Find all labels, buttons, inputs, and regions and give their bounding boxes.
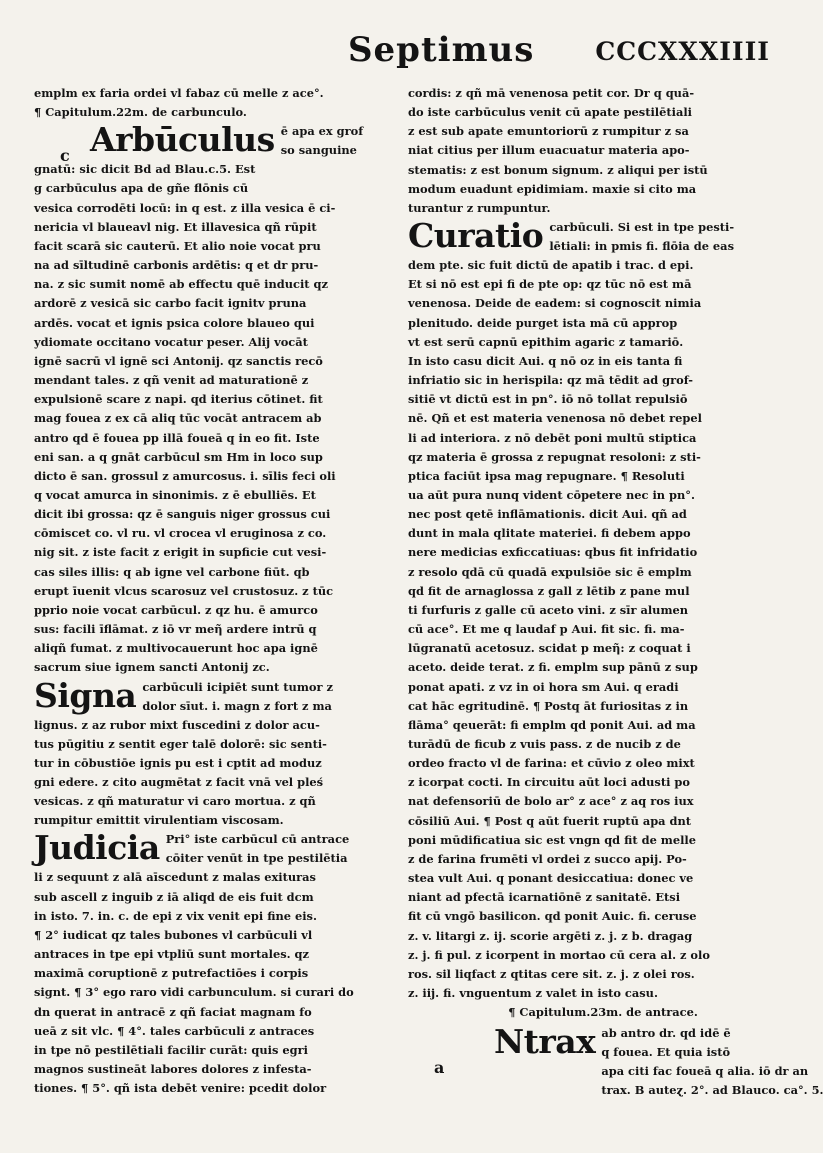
text-line: rumpitur emittit virulentiam viscosam. bbox=[34, 813, 284, 828]
text-line: nericia vl blaueavl nig. Et illavesica qñ rūpit bbox=[34, 219, 317, 234]
text-line: li z sequunt z alā aīscedunt z malas exituras bbox=[34, 870, 316, 885]
text-line: lūgranatū acetosuz. scidat p meῆ: z coquat i bbox=[408, 641, 691, 656]
text-line: cōiter venūt in tpe pestilētia bbox=[165, 851, 348, 866]
text-line: dicto ē san. grossul z amurcosus. i. sīlis feci oli bbox=[34, 468, 336, 483]
margin-mark-a: a bbox=[434, 1058, 445, 1077]
text-line: cōmiscet co. vl ru. vl crocea vl eruginosa z co. bbox=[34, 526, 327, 541]
carbunculus-beside-lines bbox=[281, 122, 386, 160]
judicia-text bbox=[34, 868, 386, 1098]
text-line: niat citius per illum euacuatur materia apo- bbox=[408, 143, 690, 158]
text-line: venenosa. Deide de eadem: si cognoscit nimia bbox=[408, 296, 702, 311]
text-line: dn querat in antracē z qñ faciat magnam fo bbox=[34, 1004, 312, 1019]
text-line: turantur z rumpuntur. bbox=[408, 200, 551, 215]
text-line: q vocat amurca in sinonimis. z ē ebulliēs. Et bbox=[34, 487, 316, 502]
text-line: magnos sustineāt labores dolores z infesta- bbox=[34, 1062, 312, 1077]
text-line: ydiomate occitano vocatur peser. Alij vocāt bbox=[34, 334, 308, 349]
text-line: cū ace°. Et me q laudaf p Aui. fit sic. fi. ma- bbox=[408, 622, 685, 637]
text-line: Et si nō est epi fi de pte op: qz tūc nō est mā bbox=[408, 277, 692, 292]
text-line: vesica corrodēti locū: in q est. z illa vesica ē ci- bbox=[34, 200, 336, 215]
text-line: sus: facili īflāmat. z iō vr meῆ ardere intrū q bbox=[34, 622, 317, 637]
text-line: ē apa ex grof bbox=[280, 124, 364, 139]
text-line: in tpe nō pestilētiali facilir curāt: quis egri bbox=[34, 1042, 308, 1057]
text-line: z de farina frumēti vl ordei z succo apij. Po- bbox=[408, 851, 687, 866]
text-line: ros. sil liqfact z qtitas cere sit. z. j. z olei ros. bbox=[408, 966, 695, 981]
text-line: cordis: z qñ mā venenosa petit cor. Dr q quā- bbox=[408, 86, 695, 100]
text-line: qd fit de arnaglossa z gall z lētib z pane mul bbox=[408, 583, 690, 598]
text-line: ardēs. vocat et ignis psica colore blaueo qui bbox=[34, 315, 315, 330]
text-line: signt. ¶ 3° ego raro vidi carbunculum. si curari do bbox=[34, 985, 354, 1000]
carbunculus-heading bbox=[90, 122, 386, 160]
text-line: plenitudo. deide purget ista mā cū approp bbox=[408, 315, 678, 330]
text-line: z. j. fi pul. z icorpent in mortao cū cera al. z olo bbox=[408, 947, 710, 962]
antrax-beside-lines bbox=[601, 1024, 823, 1100]
text-line: mag fouea z ex cā aliq tūc vocāt antracem ab bbox=[34, 411, 322, 426]
text-line: carbūculi. Si est in tpe pesti- bbox=[549, 220, 735, 235]
signa-text bbox=[34, 716, 386, 831]
text-line: nig sit. z iste facit z erigit in supficie cut vesi- bbox=[34, 545, 327, 560]
text-line: ponat apati. z vz in oi hora sm Aui. q eradi bbox=[408, 679, 679, 694]
text-line: ueā z sit vlc. ¶ 4°. tales carbūculi z antraces bbox=[34, 1023, 315, 1038]
text-line: ¶ 2° iudicat qz tales bubones vl carbūculi vl bbox=[34, 927, 313, 942]
text-line: poni mūdificatiua sic est vngn qd fit de melle bbox=[408, 832, 696, 847]
text-line: In isto casu dicit Aui. q nō oz in eis tanta fi bbox=[408, 353, 683, 368]
curatio-beside-lines bbox=[549, 218, 768, 256]
text-line: gni edere. z cito augmētat z facit vnā vel pleś bbox=[34, 775, 324, 789]
text-line: na ad sīltudinē carbonis ardētis: q et dr pru- bbox=[34, 258, 319, 273]
text-line: pprio noie vocat carbūcul. z qz hu. ē amurco bbox=[34, 602, 318, 617]
text-line: so sanguine bbox=[280, 143, 357, 158]
text-line: z est sub apate emuntoriorū z rumpitur z sa bbox=[408, 124, 689, 139]
text-line: ¶ Capitulum.22m. de carbunculo. bbox=[34, 105, 247, 120]
text-line: ignē sacrū vl ignē sci Antonij. qz sanctis recō bbox=[34, 353, 323, 368]
curatio-initial: Curatio bbox=[408, 216, 544, 256]
signa-initial: Signa bbox=[34, 675, 137, 715]
running-title: Septimus bbox=[348, 30, 535, 70]
text-line: stea vult Aui. q ponant desiccatiua: donec ve bbox=[408, 871, 694, 886]
text-line: tur in cōbustiōe ignis pu est i cptit ad moduz bbox=[34, 755, 322, 770]
text-line: eni san. a q gnāt carbūcul sm Hm in loco sup bbox=[34, 449, 323, 464]
text-line: nec post qetē inflāmationis. dicit Aui. qñ ad bbox=[408, 507, 687, 522]
signa-beside-lines bbox=[142, 678, 386, 716]
chapter-23-heading: ¶ Capitulum.23m. de antrace. bbox=[508, 1005, 698, 1020]
text-line: ptica faciūt ipsa mag repugnare. ¶ Resoluti bbox=[408, 468, 685, 483]
text-line: Pri° iste carbūcul cū antrace bbox=[165, 832, 350, 847]
text-line: li ad interiora. z nō debēt poni multū stiptica bbox=[408, 430, 697, 445]
carbunculus-text bbox=[34, 160, 386, 677]
text-line: emplm ex faria ordei vl fabaz cū melle z ace°. bbox=[34, 86, 324, 100]
text-line: nē. Qñ et est materia venenosa nō debet repel bbox=[408, 411, 702, 426]
antrax-initial: Ntrax bbox=[494, 1022, 596, 1062]
text-line: do iste carbūculus venit cū apate pestilētiali bbox=[408, 105, 693, 120]
text-line: sitiē vt dictū est in pn°. iō nō tollat repulsiō bbox=[408, 392, 688, 407]
judicia-heading bbox=[34, 830, 386, 868]
text-line: ardorē z vesicā sic carbo facit ignitv pruna bbox=[34, 296, 307, 311]
text-line: nat defensoriū de bolo ar° z ace° z aq ros iux bbox=[408, 794, 694, 809]
text-line: tus pūgitiu z sentit eger talē dolorē: sic senti- bbox=[34, 736, 327, 751]
text-line: lignus. z az rubor mixt fuscedini z dolor acu- bbox=[34, 717, 320, 732]
text-line: ordeo fracto vl de farina: et cūvio z oleo mixt bbox=[408, 756, 695, 771]
curatio-heading bbox=[408, 218, 768, 256]
folio-number: CCCXXXIIII bbox=[595, 37, 770, 66]
text-line: sacrum siue ignem sancti Antonij zc. bbox=[34, 660, 270, 675]
left-top-lines bbox=[34, 84, 386, 122]
text-line: mendant tales. z qñ venit ad maturationē z bbox=[34, 373, 309, 388]
text-line: cōsiliū Aui. ¶ Post q aūt fuerit ruptū apa dnt bbox=[408, 813, 692, 828]
text-line: apa citi fac foueā q alia. iō dr an bbox=[601, 1064, 809, 1079]
text-line: maximā coruptionē z putrefactiōes i corpis bbox=[34, 966, 309, 981]
text-line: cas siles illis: q ab igne vel carbone fiūt. qb bbox=[34, 564, 310, 579]
text-line: facit scarā sic cauterū. Et alio noie vocat pru bbox=[34, 238, 321, 253]
text-line: carbūculi icipiēt sunt tumor z bbox=[142, 679, 333, 694]
text-line: in isto. 7. in. c. de epi z vix venit epi fine eis. bbox=[34, 908, 317, 923]
text-line: tiones. ¶ 5°. qñ ista debēt venire: pcedit dolor bbox=[34, 1081, 327, 1096]
text-line: trax. B auteɀ. 2°. ad Blauco. ca°. 5. bbox=[601, 1083, 823, 1098]
margin-mark-c: c bbox=[60, 146, 70, 165]
right-column bbox=[408, 84, 823, 1100]
text-line: q fouea. Et quia istō bbox=[601, 1045, 731, 1060]
text-line: nere medicias exficcatiuas: qbus fit infridatio bbox=[408, 545, 698, 560]
text-line: vt est serū capnū epithim agaric z tamariō. bbox=[408, 334, 684, 349]
right-top-lines bbox=[408, 84, 768, 218]
text-line: g carbūculus apa de gñe flōnis cū bbox=[34, 181, 249, 196]
text-line: z resolo qdā cū quadā expulsiōe sic ē emplm bbox=[408, 564, 692, 579]
text-line: fit cū vngō basilicon. qd ponit Auic. fi. ceruse bbox=[408, 909, 697, 924]
text-line: cat hāc egritudinē. ¶ Postq āt furiositas z in bbox=[408, 698, 689, 713]
text-line: modum euadunt epidimiam. maxie si cito ma bbox=[408, 181, 697, 196]
text-line: infriatio sic in herispila: qz mā tēdit ad grof- bbox=[408, 373, 693, 388]
text-line: ti furfuris z galle cū aceto vini. z sīr alumen bbox=[408, 602, 689, 617]
curatio-text bbox=[408, 256, 768, 1003]
judicia-beside-lines bbox=[166, 830, 386, 868]
text-line: dunt in mala qlitate materiei. fi debem appo bbox=[408, 526, 691, 541]
text-line: aceto. deide terat. z fi. emplm sup pānū z sup bbox=[408, 660, 698, 675]
text-line: dicit ibi grossa: qz ē sanguis niger grossus cui bbox=[34, 507, 331, 522]
text-line: expulsionē scare z napi. qd iterius cōtinet. fit bbox=[34, 392, 323, 407]
text-line: vesicas. z qñ maturatur vi caro mortua. z qñ bbox=[34, 794, 316, 809]
running-head bbox=[30, 30, 770, 78]
text-line: niant ad pfectā icarnatiōnē z sanitatē. Etsi bbox=[408, 890, 681, 905]
text-line: z icorpat cocti. In circuitu aūt loci adusti po bbox=[408, 775, 690, 790]
signa-heading bbox=[34, 675, 386, 716]
text-line: lētiali: in pmis fi. flōia de eas bbox=[549, 239, 734, 254]
text-line: antro qd ē fouea pp illā foueā q in eo fit. Iste bbox=[34, 430, 320, 445]
text-line: stematis: z est bonum signum. z aliqui per istū bbox=[408, 162, 708, 177]
text-line: aliqñ fumat. z multivocauerunt hoc apa ignē bbox=[34, 641, 318, 656]
text-line: qz materia ē grossa z repugnat resoloni: z sti- bbox=[408, 449, 701, 464]
text-line: turādū de ficub z vuis pass. z de nucib z de bbox=[408, 737, 681, 751]
text-line: dolor sīut. i. magn z fort z ma bbox=[142, 698, 332, 713]
text-line: z. iij. fi. vnguentum z valet in isto casu. bbox=[408, 986, 658, 1001]
text-line: dem pte. sic fuit dictū de apatib i trac. d epi. bbox=[408, 258, 694, 273]
antrax-heading bbox=[494, 1022, 823, 1100]
judicia-initial: Judicia bbox=[34, 828, 160, 868]
text-line: gnatū: sic dicit Bd ad Blau.c.5. Est bbox=[34, 162, 256, 177]
text-line: sub ascell z inguib z iā aliqd de eis fuit dcm bbox=[34, 889, 314, 904]
text-line: z. v. litargi z. ij. scorie argēti z. j. z b. dragag bbox=[408, 928, 693, 943]
text-line: ab antro dr. qd idē ē bbox=[601, 1026, 731, 1041]
text-line: na. z sic sumit nomē ab effectu quē inducit qz bbox=[34, 277, 328, 292]
text-line: ua aūt pura nunq vident cōpetere nec in pn°. bbox=[408, 487, 695, 502]
text-line: antraces in tpe epi vtpliū sunt mortales. qz bbox=[34, 947, 309, 962]
carbunculus-initial: Arbūculus bbox=[90, 120, 275, 160]
text-line: flāma° qeuerāt: fi emplm qd ponit Aui. ad ma bbox=[408, 717, 696, 732]
text-line: erupt īuenit vlcus scarosuz vel crustosuz. z tūc bbox=[34, 583, 334, 598]
left-column bbox=[34, 84, 386, 1098]
